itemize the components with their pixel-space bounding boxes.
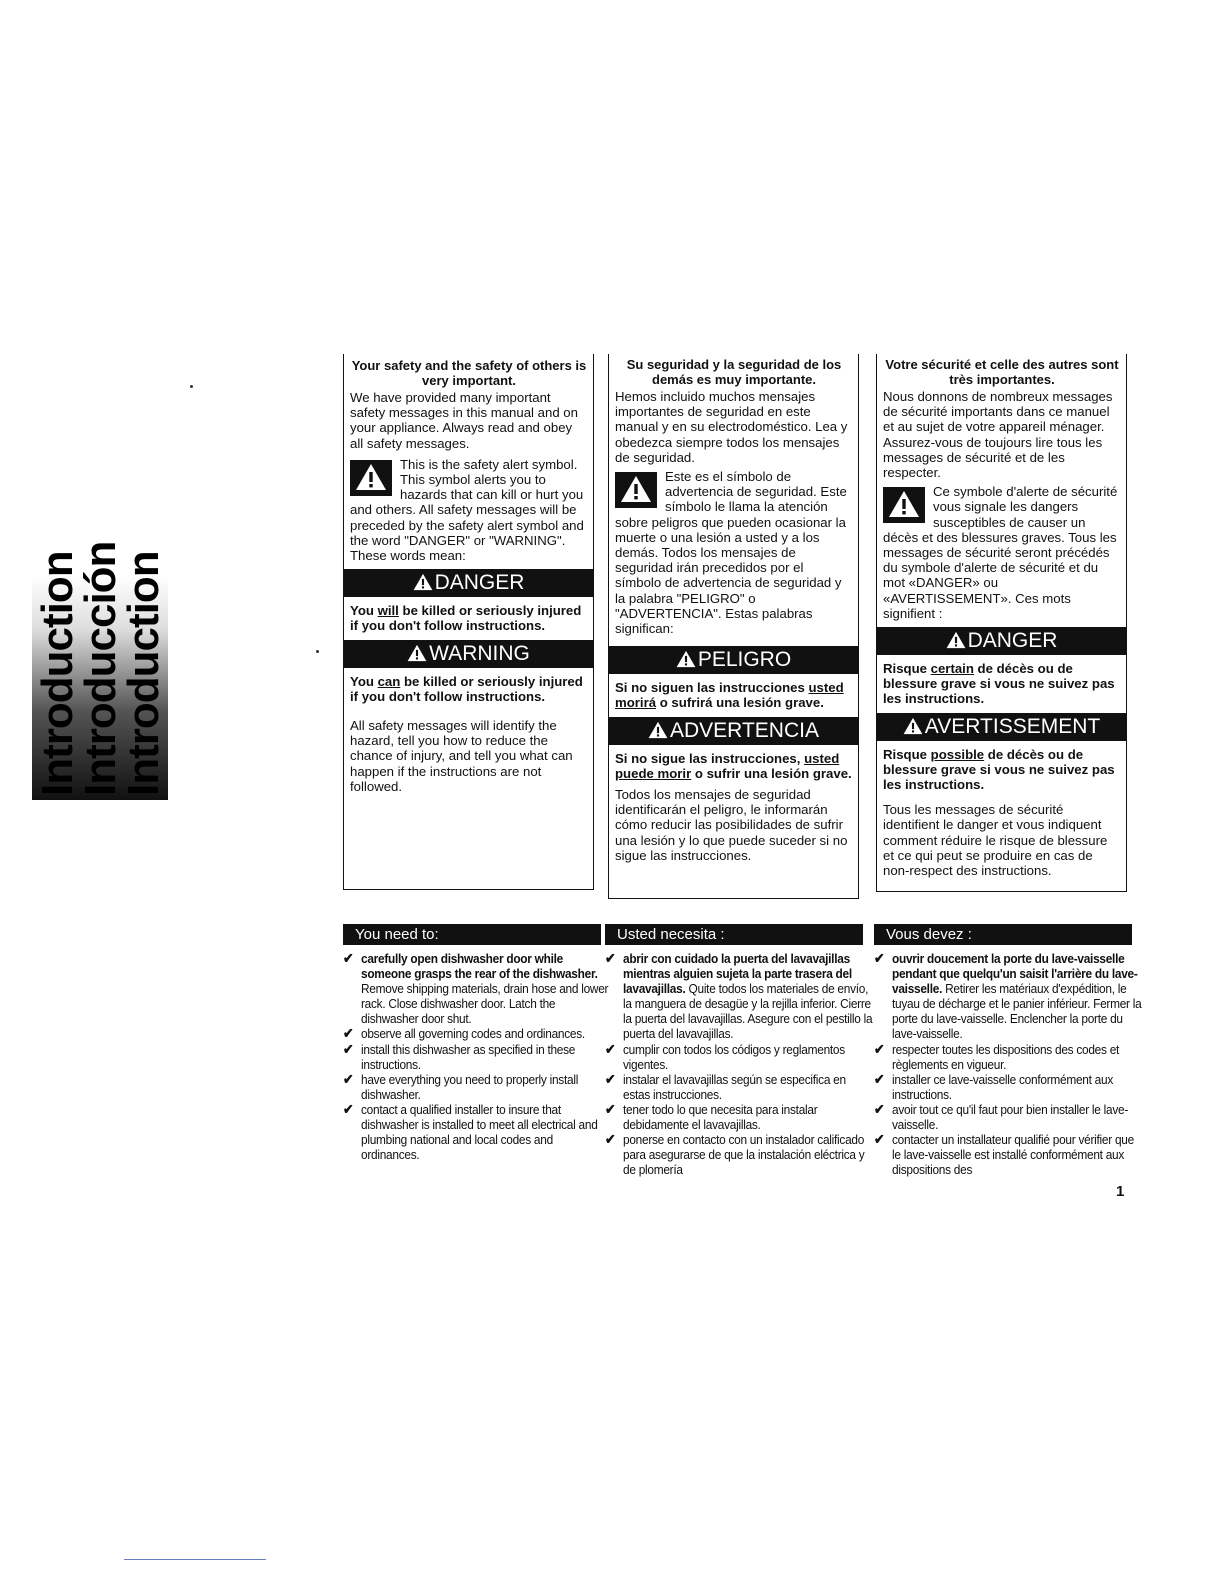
list-item: ✔ abrir con cuidado la puerta del lavavajillas mientras alguien sujeta la parte trasera del lavavajillas. Quite todos los materiales de envío, la manguera de desagüe y la rejilla inferior. Cierre la puerta del lavavajillas. Asegure con el pestillo la puerta del lavavajillas. xyxy=(605,950,873,1042)
danger-signal-word xyxy=(344,569,593,597)
french-symbol-block xyxy=(883,484,1121,621)
safety-alert-icon xyxy=(883,487,925,523)
warning-signal-word xyxy=(344,640,593,668)
danger-label: DANGER xyxy=(434,571,525,595)
safety-alert-icon xyxy=(350,460,392,496)
section-title-french: Introduction xyxy=(118,551,168,796)
checkmark-icon: ✔ xyxy=(343,1100,354,1117)
checkmark-icon: ✔ xyxy=(605,1100,616,1117)
avertissement-signal-word xyxy=(877,713,1126,741)
french-danger-signal-word xyxy=(877,627,1126,655)
english-closing-text: All safety messages will identify the hazard, tell you how to reduce the chance of injury, and tell you what can happen if the instructions are not followed. xyxy=(350,718,573,794)
spanish-danger-text: Si no siguen las instrucciones usted morirá o sufrirá una lesión grave. xyxy=(615,680,844,711)
french-requirements-list xyxy=(874,950,1142,1178)
english-requirements-list xyxy=(343,950,609,1163)
english-safety-title: Your safety and the safety of others is very important. xyxy=(351,358,587,388)
checkmark-icon: ✔ xyxy=(605,1070,616,1087)
safety-alert-icon xyxy=(615,472,657,508)
english-symbol-block xyxy=(350,457,588,563)
checkmark-icon: ✔ xyxy=(343,1040,354,1057)
french-symbol-text: Ce symbole d'alerte de sécurité vous signale les dangers susceptibles de causer un décès et des blessures graves. Tous les messages de sécurité seront précédés du symbole d'alerte de sécurité et du mot «DANGER» ou «AVERTISSEMENT». Ces mots signifient : xyxy=(883,484,1118,621)
english-danger-text: You will be killed or seriously injured if you don't follow instructions. xyxy=(350,603,582,634)
list-item: ✔ ponerse en contacto con un instalador calificado para asegurarse de que la instalación eléctrica y de plomería xyxy=(605,1131,865,1178)
checkmark-icon: ✔ xyxy=(343,1025,354,1042)
list-item: ✔ observe all governing codes and ordinances. xyxy=(343,1025,585,1042)
spanish-closing-text: Todos los mensajes de seguridad identificarán el peligro, le informarán cómo reducir las posibilidades de sufrir una lesión y lo que puede suceder si no sigue las instrucciones. xyxy=(615,787,848,863)
french-warning-text: Risque possible de décès ou de blessure grave si vous ne suivez pas les instructions. xyxy=(883,746,1115,793)
english-symbol-text: This is the safety alert symbol. This symbol alerts you to hazards that can kill or hurt you and others. All safety messages will be preceded by the safety alert symbol and the word "DANGER" or "WARNING". These words mean: xyxy=(350,456,584,564)
checkmark-icon: ✔ xyxy=(874,950,885,966)
french-requirements-heading: Vous devez : xyxy=(874,924,1132,945)
french-requirements xyxy=(874,924,1142,1178)
advertencia-label: ADVERTENCIA xyxy=(670,718,819,742)
checkmark-icon: ✔ xyxy=(605,1040,616,1057)
spanish-requirements-heading: Usted necesita : xyxy=(605,924,863,945)
avertissement-label: AVERTISSEMENT xyxy=(924,714,1101,738)
english-safety-intro: We have provided many important safety messages in this manual and on your appliance. Always read and obey all safety messages. xyxy=(350,390,578,451)
list-item: ✔ instalar el lavavajillas según se especifica en estas instrucciones. xyxy=(605,1070,846,1102)
page-number: 1 xyxy=(1116,1183,1125,1200)
french-closing-text: Tous les messages de sécurité identifient le danger et vous indiquent comment réduire le risque de blessure et ce qui peut se produire en cas de non-respect des instructions. xyxy=(883,802,1108,879)
advertencia-signal-word xyxy=(609,717,858,745)
english-requirements-heading: You need to: xyxy=(343,924,601,945)
alert-triangle-icon xyxy=(413,573,433,591)
warning-label: WARNING xyxy=(429,641,530,665)
french-danger-text: Risque certain de décès ou de blessure grave si vous ne suivez pas les instructions. xyxy=(883,661,1115,707)
list-item: ✔ respecter toutes les dispositions des codes et règlements en vigueur. xyxy=(874,1040,1120,1072)
alert-triangle-icon xyxy=(946,631,966,649)
section-title-sidebar xyxy=(32,352,168,800)
alert-triangle-icon xyxy=(676,650,696,668)
alert-triangle-icon xyxy=(903,717,923,735)
english-safety-column xyxy=(343,354,594,890)
checkmark-icon: ✔ xyxy=(605,950,616,966)
alert-triangle-icon xyxy=(648,721,668,739)
checkmark-icon: ✔ xyxy=(343,1070,354,1087)
spanish-safety-title: Su seguridad y la seguridad de los demás es muy importante. xyxy=(626,357,842,387)
spanish-symbol-text: Este es el símbolo de advertencia de seguridad. Este símbolo le llama la atención sobre peligros que pueden ocasionar la muerte o una lesión a usted y a los demás. Todos los mensajes de seguridad irán precedidos por el símbolo de advertencia de seguridad y la palabra "PELIGRO" o "ADVERTENCIA". Estas palabras significan: xyxy=(615,469,847,637)
checkmark-icon: ✔ xyxy=(343,950,354,966)
list-item: ✔ installer ce lave-vaisselle conformément aux instructions. xyxy=(874,1070,1113,1102)
scan-speck xyxy=(190,385,193,388)
checkmark-icon: ✔ xyxy=(874,1070,885,1087)
english-warning-text: You can be killed or seriously injured if you don't follow instructions. xyxy=(350,673,583,704)
spanish-safety-column xyxy=(608,354,859,899)
french-safety-intro: Nous donnons de nombreux messages de sécurité importants dans ce manuel et au sujet de votre appareil ménager. Assurez-vous de toujours lire tous les messages de sécurité et de les respecter. xyxy=(883,389,1113,481)
list-item: ✔ contact a qualified installer to insure that dishwasher is installed to meet all electrical and plumbing national and local codes and ordinances. xyxy=(343,1100,598,1163)
checkmark-icon: ✔ xyxy=(874,1100,885,1117)
section-title-spanish: Introducción xyxy=(75,541,125,796)
scan-speck xyxy=(316,650,319,653)
english-requirements xyxy=(343,924,609,1163)
list-item: ✔ ouvrir doucement la porte du lave-vaisselle pendant que quelqu'un saisit l'arrière du lave-vaisselle. Retirer les matériaux d'expédition, le tuyau de décharge et le panier inférieur. Fermer la porte du lave-vaisselle. Enclencher la porte du lave-vaisselle. xyxy=(874,950,1142,1042)
checkmark-icon: ✔ xyxy=(874,1131,885,1148)
checkmark-icon: ✔ xyxy=(605,1131,616,1148)
alert-triangle-icon xyxy=(407,644,427,662)
french-safety-column xyxy=(876,354,1127,892)
checkmark-icon: ✔ xyxy=(874,1040,885,1057)
section-title-english: Introduction xyxy=(32,551,82,796)
peligro-signal-word xyxy=(609,646,858,674)
french-safety-title: Votre sécurité et celle des autres sont très importantes. xyxy=(885,357,1119,387)
peligro-label: PELIGRO xyxy=(697,648,792,672)
list-item: ✔ contacter un installateur qualifié pour vérifier que le lave-vaisselle est installé conformément aux dispositions des xyxy=(874,1131,1134,1178)
list-item: ✔ carefully open dishwasher door while someone grasps the rear of the dishwasher. Remove shipping materials, drain hose and lower rack. Close dishwasher door. Latch the dishwasher door shut. xyxy=(343,950,609,1027)
french-danger-label: DANGER xyxy=(967,629,1058,653)
section-title-words xyxy=(32,352,168,800)
spanish-warning-text: Si no sigue las instrucciones, usted puede morir o sufrir una lesión grave. xyxy=(615,750,852,781)
spanish-requirements-list xyxy=(605,950,873,1178)
footer-rule xyxy=(124,1559,266,1560)
list-item: ✔ have everything you need to properly install dishwasher. xyxy=(343,1070,579,1102)
list-item: ✔ install this dishwasher as specified in these instructions. xyxy=(343,1040,576,1072)
list-item: ✔ cumplir con todos los códigos y reglamentos vigentes. xyxy=(605,1040,845,1072)
spanish-safety-intro: Hemos incluido muchos mensajes importantes de seguridad en este manual y en su electrodoméstico. Lea y obedezca siempre todos los mensajes de seguridad. xyxy=(615,389,848,465)
spanish-symbol-block xyxy=(615,469,853,636)
list-item: ✔ avoir tout ce qu'il faut pour bien installer le lave-vaisselle. xyxy=(874,1100,1129,1133)
list-item: ✔ tener todo lo que necesita para instalar debidamente el lavavajillas. xyxy=(605,1100,818,1133)
spanish-requirements xyxy=(605,924,873,1178)
